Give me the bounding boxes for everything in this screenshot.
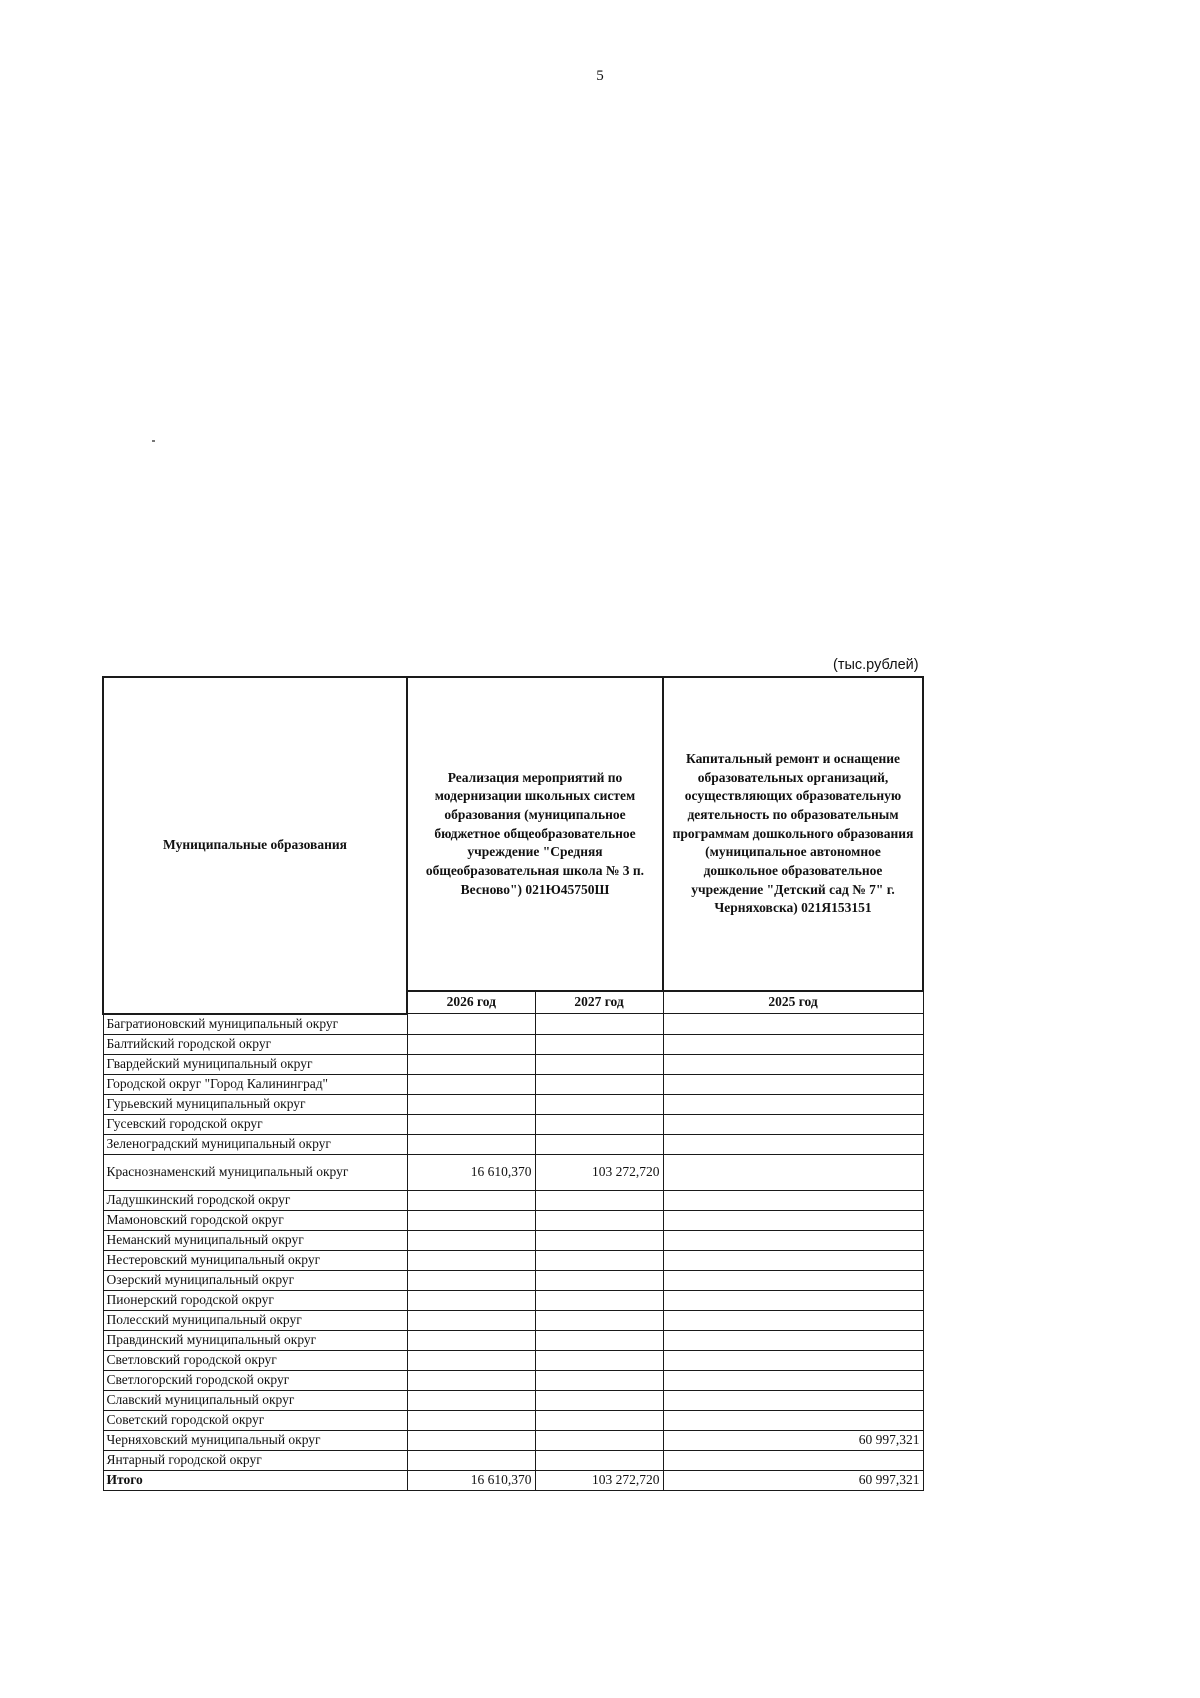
- table-row: [103, 1094, 923, 1114]
- value-2025: [663, 1330, 923, 1350]
- municipality-name: Гурьевский муниципальный округ: [103, 1094, 407, 1114]
- municipality-name: Гвардейский муниципальный округ: [103, 1054, 407, 1074]
- value-2027: [535, 1094, 663, 1114]
- value-2027: [535, 1210, 663, 1230]
- municipality-name: Нестеровский муниципальный округ: [103, 1250, 407, 1270]
- value-2027: [535, 1410, 663, 1430]
- value-2025: [663, 1270, 923, 1290]
- municipality-name: Пионерский городской округ: [103, 1290, 407, 1310]
- value-2025: [663, 1094, 923, 1114]
- value-2025: [663, 1154, 923, 1190]
- table-body: [103, 1014, 923, 1491]
- scan-artifact: [152, 440, 155, 442]
- value-2025: [663, 1410, 923, 1430]
- value-2027: [535, 1014, 663, 1035]
- table-row: [103, 1230, 923, 1250]
- value-2026: [407, 1370, 535, 1390]
- table-row: [103, 1074, 923, 1094]
- value-2026: [407, 1074, 535, 1094]
- table-row: [103, 1450, 923, 1470]
- municipality-name: Мамоновский городской округ: [103, 1210, 407, 1230]
- municipality-name: Правдинский муниципальный округ: [103, 1330, 407, 1350]
- table-row: [103, 1250, 923, 1270]
- value-2025: [663, 1190, 923, 1210]
- municipality-name: Озерский муниципальный округ: [103, 1270, 407, 1290]
- table-row: [103, 1134, 923, 1154]
- municipality-name: Ладушкинский городской округ: [103, 1190, 407, 1210]
- value-2026: [407, 1390, 535, 1410]
- total-2025: 60 997,321: [663, 1470, 923, 1490]
- value-2026: [407, 1430, 535, 1450]
- value-2027: [535, 1290, 663, 1310]
- table-row: [103, 1370, 923, 1390]
- value-2026: [407, 1014, 535, 1035]
- municipality-name: Полесский муниципальный округ: [103, 1310, 407, 1330]
- value-2025: [663, 1250, 923, 1270]
- table-row: [103, 1390, 923, 1410]
- value-2027: [535, 1054, 663, 1074]
- year-header-2027: 2027 год: [535, 991, 663, 1014]
- table-row: [103, 1430, 923, 1450]
- value-2026: [407, 1134, 535, 1154]
- units-label: (тыс.рублей): [833, 657, 919, 673]
- value-2027: [535, 1310, 663, 1330]
- value-2026: [407, 1114, 535, 1134]
- value-2026: [407, 1190, 535, 1210]
- total-2027: 103 272,720: [535, 1470, 663, 1490]
- value-2027: [535, 1330, 663, 1350]
- value-2025: [663, 1134, 923, 1154]
- value-2026: [407, 1330, 535, 1350]
- value-2027: [535, 1034, 663, 1054]
- municipality-name: Багратионовский муниципальный округ: [103, 1014, 407, 1035]
- value-2025: [663, 1014, 923, 1035]
- municipality-name: Черняховский муниципальный округ: [103, 1430, 407, 1450]
- value-2026: [407, 1094, 535, 1114]
- value-2027: [535, 1134, 663, 1154]
- value-2025: [663, 1390, 923, 1410]
- value-2025: [663, 1074, 923, 1094]
- value-2027: [535, 1074, 663, 1094]
- table-row: [103, 1330, 923, 1350]
- value-2026: [407, 1450, 535, 1470]
- header-school-modernization: Реализация мероприятий по модернизации школьных систем образования (муниципальное бюджетное общеобразовательное учреждение "Средняя общеобразовательная школа № 3 п. Весново") 021Ю45750Ш: [407, 677, 663, 991]
- table-row: [103, 1190, 923, 1210]
- table-row: [103, 1290, 923, 1310]
- table-row: [103, 1114, 923, 1134]
- value-2025: [663, 1350, 923, 1370]
- header-kindergarten-repair: Капитальный ремонт и оснащение образовательных организаций, осуществляющих образовательную деятельность по образовательным программам дошкольного образования (муниципальное автономное дошкольное образовательное учреждение "Детский сад № 7" г. Черняховска) 021Я153151: [663, 677, 923, 991]
- value-2027: 103 272,720: [535, 1154, 663, 1190]
- total-row: [103, 1470, 923, 1490]
- page-number: 5: [596, 68, 604, 84]
- year-header-2026: 2026 год: [407, 991, 535, 1014]
- table-row: [103, 1014, 923, 1035]
- value-2027: [535, 1250, 663, 1270]
- value-2026: [407, 1310, 535, 1330]
- table-row: [103, 1154, 923, 1190]
- value-2027: [535, 1430, 663, 1450]
- municipality-name: Советский городской округ: [103, 1410, 407, 1430]
- value-2027: [535, 1270, 663, 1290]
- value-2026: [407, 1230, 535, 1250]
- municipality-name: Балтийский городской округ: [103, 1034, 407, 1054]
- value-2027: [535, 1114, 663, 1134]
- value-2026: [407, 1034, 535, 1054]
- table-row: [103, 1210, 923, 1230]
- value-2026: [407, 1410, 535, 1430]
- total-2026: 16 610,370: [407, 1470, 535, 1490]
- table-row: [103, 1054, 923, 1074]
- value-2025: [663, 1310, 923, 1330]
- value-2025: [663, 1290, 923, 1310]
- budget-table: [102, 676, 924, 1491]
- municipality-name: Славский муниципальный округ: [103, 1390, 407, 1410]
- value-2026: [407, 1290, 535, 1310]
- value-2027: [535, 1370, 663, 1390]
- municipality-name: Неманский муниципальный округ: [103, 1230, 407, 1250]
- municipality-name: Светлогорский городской округ: [103, 1370, 407, 1390]
- value-2025: [663, 1034, 923, 1054]
- municipality-name: Краснознаменский муниципальный округ: [103, 1154, 407, 1190]
- value-2026: 16 610,370: [407, 1154, 535, 1190]
- value-2025: 60 997,321: [663, 1430, 923, 1450]
- year-header-2025: 2025 год: [663, 991, 923, 1014]
- total-label: Итого: [103, 1470, 407, 1490]
- municipality-name: Гусевский городской округ: [103, 1114, 407, 1134]
- value-2025: [663, 1114, 923, 1134]
- value-2026: [407, 1054, 535, 1074]
- value-2027: [535, 1390, 663, 1410]
- value-2027: [535, 1350, 663, 1370]
- value-2025: [663, 1450, 923, 1470]
- table-row: [103, 1410, 923, 1430]
- value-2026: [407, 1270, 535, 1290]
- value-2027: [535, 1190, 663, 1210]
- value-2025: [663, 1370, 923, 1390]
- value-2026: [407, 1350, 535, 1370]
- table-row: [103, 1034, 923, 1054]
- value-2027: [535, 1230, 663, 1250]
- municipality-name: Янтарный городской округ: [103, 1450, 407, 1470]
- municipality-name: Городской округ "Город Калининград": [103, 1074, 407, 1094]
- value-2025: [663, 1230, 923, 1250]
- value-2027: [535, 1450, 663, 1470]
- value-2026: [407, 1250, 535, 1270]
- municipality-name: Зеленоградский муниципальный округ: [103, 1134, 407, 1154]
- header-municipalities: Муниципальные образования: [103, 677, 407, 1014]
- value-2026: [407, 1210, 535, 1230]
- table-row: [103, 1310, 923, 1330]
- table-row: [103, 1270, 923, 1290]
- municipality-name: Светловский городской округ: [103, 1350, 407, 1370]
- value-2025: [663, 1210, 923, 1230]
- value-2025: [663, 1054, 923, 1074]
- table-row: [103, 1350, 923, 1370]
